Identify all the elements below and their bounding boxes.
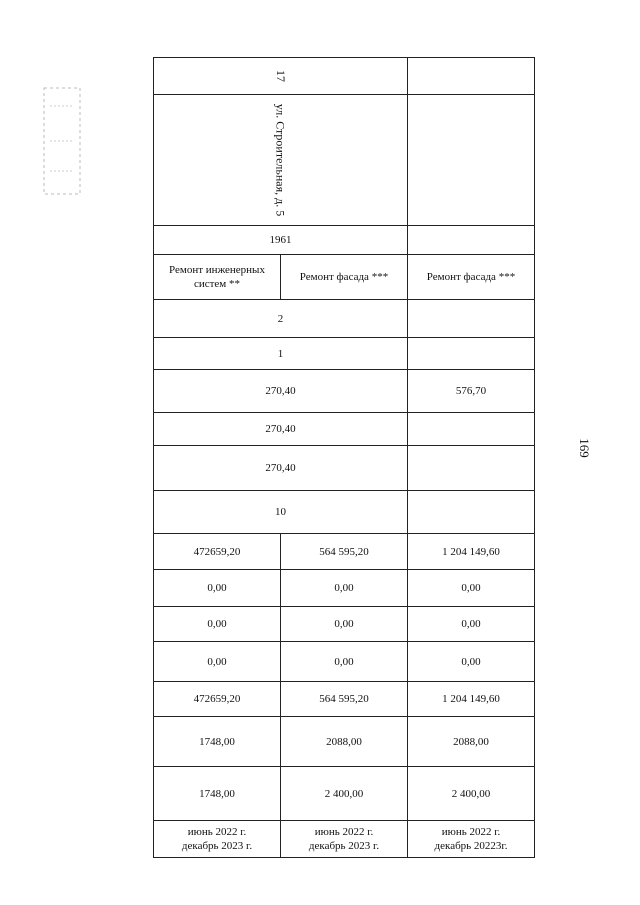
empty-cell — [408, 226, 535, 255]
empty-cell — [408, 95, 535, 226]
unit-cost-limit-cell: 2 400,00 — [281, 767, 408, 821]
unit-cost-limit-cell: 2 400,00 — [408, 767, 535, 821]
table-row — [154, 767, 535, 821]
table-row — [154, 570, 535, 607]
unit-cost-cell: 2088,00 — [281, 717, 408, 767]
table-row — [154, 255, 535, 300]
empty-cell — [408, 413, 535, 446]
empty-cell — [408, 491, 535, 534]
area-total-cell: 270,40 — [154, 370, 408, 413]
date-cell — [408, 821, 535, 858]
date-end: декабрь 2023 г. — [181, 840, 253, 852]
table-row — [154, 642, 535, 682]
cost-cell: 564 595,20 — [281, 534, 408, 570]
area-owned-cell: 270,40 — [154, 446, 408, 491]
page-number: 169 — [576, 438, 592, 458]
cost-cell: 1 204 149,60 — [408, 534, 535, 570]
table-row — [154, 534, 535, 570]
area-total-cell: 576,70 — [408, 370, 535, 413]
date-cell — [154, 821, 281, 858]
table-row — [154, 58, 535, 95]
work-type-cell: Ремонт фасада *** — [281, 255, 408, 300]
table-row — [154, 413, 535, 446]
address-cell — [154, 95, 408, 226]
unit-cost-limit-cell: 1748,00 — [154, 767, 281, 821]
fund-cell: 0,00 — [281, 607, 408, 642]
fund-cell: 0,00 — [408, 607, 535, 642]
date-end: декабрь 20223г. — [434, 840, 508, 852]
stamp-mark — [42, 86, 82, 196]
date-end: декабрь 2023 г. — [308, 840, 380, 852]
table-row — [154, 226, 535, 255]
area-living-cell: 270,40 — [154, 413, 408, 446]
year-cell: 1961 — [154, 226, 408, 255]
table-row — [154, 300, 535, 338]
table-row — [154, 491, 535, 534]
table-row — [154, 370, 535, 413]
date-start: июнь 2022 г. — [187, 826, 247, 838]
date-start: июнь 2022 г. — [314, 826, 374, 838]
owners-cell: 472659,20 — [154, 682, 281, 717]
table-row — [154, 95, 535, 226]
residents-cell: 10 — [154, 491, 408, 534]
owners-cell: 1 204 149,60 — [408, 682, 535, 717]
fund-cell: 0,00 — [154, 607, 281, 642]
fund-cell: 0,00 — [408, 570, 535, 607]
empty-cell — [408, 446, 535, 491]
empty-cell — [408, 300, 535, 338]
repair-table — [153, 57, 535, 858]
fund-cell: 0,00 — [408, 642, 535, 682]
table-row — [154, 682, 535, 717]
fund-cell: 0,00 — [154, 570, 281, 607]
table-row — [154, 717, 535, 767]
address: ул. Строительная, д. 5 — [273, 103, 288, 216]
work-type-cell: Ремонт фасада *** — [408, 255, 535, 300]
fund-cell: 0,00 — [281, 642, 408, 682]
table-row — [154, 338, 535, 370]
table-row — [154, 607, 535, 642]
table-row — [154, 821, 535, 858]
empty-cell — [408, 338, 535, 370]
owners-cell: 564 595,20 — [281, 682, 408, 717]
unit-cost-cell: 1748,00 — [154, 717, 281, 767]
work-type-cell: Ремонт инженерных систем ** — [154, 255, 281, 300]
unit-cost-cell: 2088,00 — [408, 717, 535, 767]
row-number: 17 — [273, 69, 288, 82]
empty-cell — [408, 58, 535, 95]
cost-cell: 472659,20 — [154, 534, 281, 570]
fund-cell: 0,00 — [154, 642, 281, 682]
entrances-cell: 1 — [154, 338, 408, 370]
table-row — [154, 446, 535, 491]
row-number-cell — [154, 58, 408, 95]
fund-cell: 0,00 — [281, 570, 408, 607]
date-start: июнь 2022 г. — [441, 826, 501, 838]
date-cell — [281, 821, 408, 858]
floors-cell: 2 — [154, 300, 408, 338]
